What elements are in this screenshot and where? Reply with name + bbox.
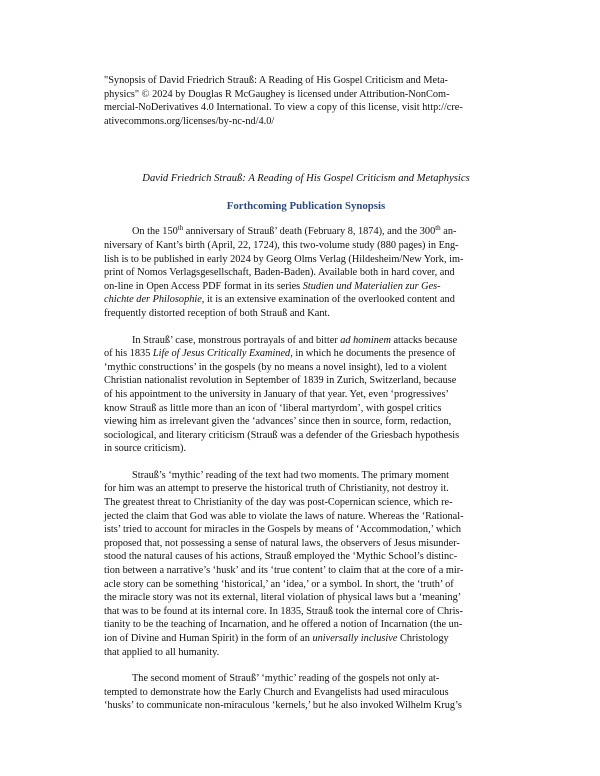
paragraph-line: of his appointment to the university in January of that year. Yet, even ‘progressives’ — [104, 388, 449, 400]
paragraph-1 — [104, 225, 508, 320]
paragraph-line: In Strauß’ case, monstrous portrayals of and bitter ad hominem attacks because — [132, 334, 458, 346]
paragraph-line: ion of Divine and Human Spirit) in the form of an universally inclusive Christology — [104, 633, 449, 644]
paragraph-line: tempted to demonstrate how the Early Church and Evangelists had used miraculous — [104, 686, 449, 698]
paragraph-line: On the 150th anniversary of Strauß’ death (February 8, 1874), and the 300th an- — [132, 224, 457, 238]
license-line: "Synopsis of David Friedrich Strauß: A Reading of His Gospel Criticism and Meta- — [104, 75, 448, 86]
paragraph-line: frequently distorted reception of both Strauß and Kant. — [104, 307, 330, 319]
italic-term: universally inclusive — [312, 633, 398, 644]
paragraph-line: chichte der Philosophie, it is an extensive examination of the overlooked content and — [104, 294, 455, 306]
paragraph-line: of his 1835 Life of Jesus Critically Examined, in which he documents the presence of — [104, 348, 456, 360]
superscript: th — [177, 224, 184, 233]
paragraph-line: viewing him as irrelevant given the ‘advances’ since then in source, form, redaction, — [104, 416, 452, 428]
paragraph-line: acle story can be something ‘historical,’ an ‘idea,’ or a symbol. In short, the ‘truth’ of — [104, 578, 454, 590]
paragraph-line: on-line in Open Access PDF format in its series Studien und Materialien zur Ges- — [104, 280, 441, 292]
paragraph-line: proposed that, not possessing a sense of natural laws, the observers of Jesus misunder- — [104, 537, 460, 549]
paragraph-line: sociological, and literary criticism (Strauß was a defender of the Griesbach hypothesis — [104, 429, 460, 441]
paragraph-line: The second moment of Strauß’ ‘mythic’ reading of the gospels not only at- — [132, 673, 440, 685]
paragraph-line: print of Nomos Verlagsgesellschaft, Baden-Baden). Available both in hard cover, and — [104, 267, 455, 279]
paragraph-line: in source criticism). — [104, 443, 187, 455]
paragraph-line: ‘mythic constructions’ in the gospels (by no means a novel insight), led to a violent — [104, 361, 447, 373]
paragraph-line: know Strauß as little more than an icon of ‘liberal martyrdom’, with gospel critics — [104, 402, 442, 414]
paragraph-line: The greatest threat to Christianity of the day was post-Copernican science, which re- — [104, 497, 453, 509]
paragraph-line: ‘husks’ to communicate non-miraculous ‘kernels,’ but he also invoked Wilhelm Krug’s — [104, 700, 462, 712]
license-line: physics" © 2024 by Douglas R McGaughey is licensed under Attribution-NonCom- — [104, 88, 450, 100]
license-line: mercial-NoDerivatives 4.0 International. To view a copy of this license, visit http://cre- — [104, 102, 463, 114]
paragraph-line: Strauß’s ‘mythic’ reading of the text had two moments. The primary moment — [132, 469, 450, 481]
paragraph-line: the miracle story was not its external, literal violation of physical laws but a ‘meaning’ — [104, 592, 462, 604]
paragraph-line: for him was an attempt to preserve the historical truth of Christianity, not destroy it. — [104, 483, 449, 495]
paragraph-line: lish is to be published in early 2024 by Georg Olms Verlag (Hildesheim/New York, im- — [104, 253, 464, 265]
section-heading: Forthcoming Publication Synopsis — [226, 200, 386, 213]
paragraph-line: tianity to be the teaching of Incarnation, and he offered a notion of Incarnation (the un- — [104, 619, 463, 631]
paragraph-line: stood the natural causes of his actions, Strauß employed the ‘Mythic School’s distinc- — [104, 551, 458, 563]
paragraph-line: niversary of Kant’s birth (April, 22, 1724), this two-volume study (880 pages) in Eng- — [104, 239, 459, 251]
italic-term: ad hominem — [340, 334, 391, 346]
book-title: Life of Jesus Critically Examined — [152, 348, 291, 360]
paragraph-2 — [104, 334, 508, 456]
paragraph-line: ists’ tried to account for miracles in the Gospels by means of ‘Accommodation,’ which — [104, 524, 462, 536]
license-notice — [104, 74, 508, 128]
paragraph-3 — [104, 469, 508, 659]
paragraph-line: tion between a narrative’s ‘husk’ and its ‘true content’ to claim that at the core of a mir- — [104, 565, 464, 577]
series-title: chichte der Philosophie — [104, 294, 202, 306]
superscript: th — [435, 224, 441, 233]
paragraph-4 — [104, 672, 508, 713]
document-title: David Friedrich Strauß: A Reading of His Gospel Criticism and Metaphysics — [142, 173, 470, 185]
series-title: Studien und Materialien zur Ges- — [302, 280, 441, 292]
paragraph-line: that applied to all humanity. — [104, 646, 220, 658]
paragraph-line: that was to be found at its internal core. In 1835, Strauß took the internal core of Chris- — [104, 605, 463, 617]
paragraph-line: jected the claim that God was able to violate the laws of nature. Whereas the ‘Rational- — [104, 510, 464, 522]
paragraph-line: Christian nationalist revolution in September of 1839 in Zurich, Switzerland, because — [104, 375, 457, 387]
license-line: ativecommons.org/licenses/by-nc-nd/4.0/ — [104, 115, 275, 127]
